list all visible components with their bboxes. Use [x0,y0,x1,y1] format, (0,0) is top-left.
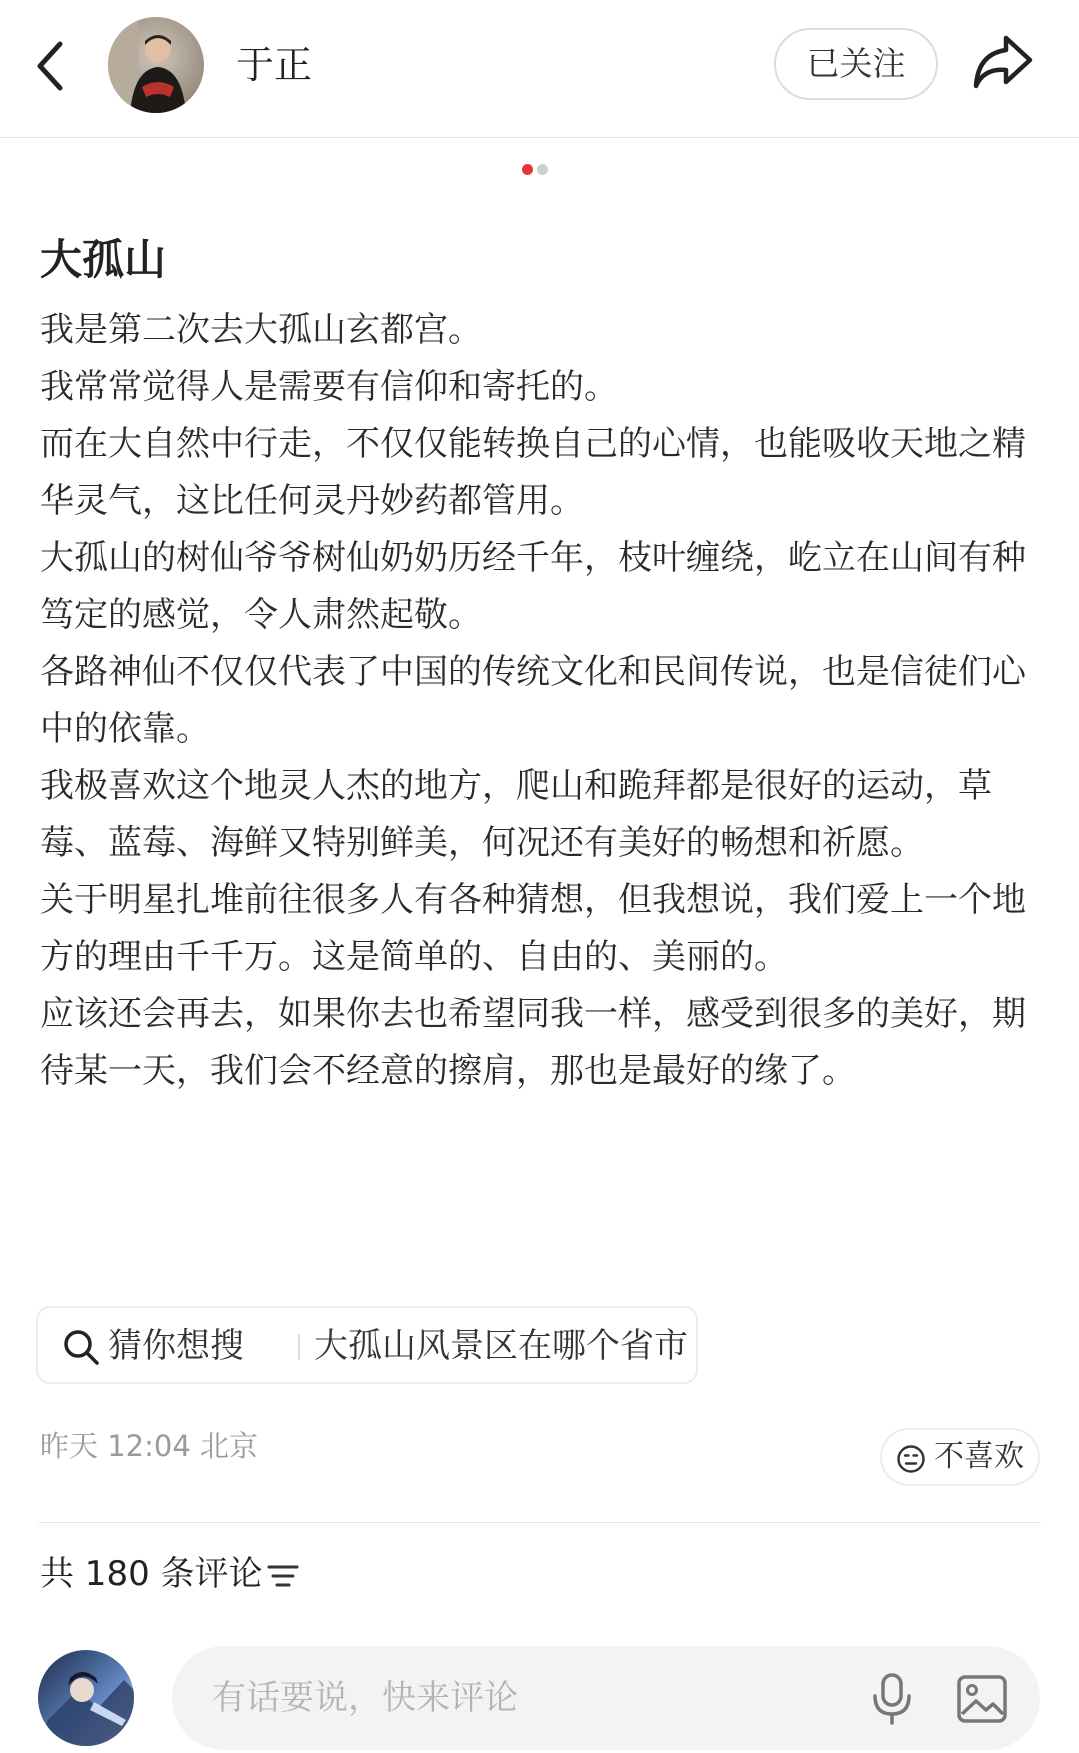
post-paragraph: 我常常觉得人是需要有信仰和寄托的。 [40,367,618,407]
separator [298,1334,300,1360]
post-paragraph: 各路神仙不仅仅代表了中国的传统文化和民间传说，也是信徒们心中的依靠。 [40,652,1026,749]
back-button[interactable] [30,36,80,96]
post-time-location: 昨天 12:04 北京 [40,1429,259,1463]
search-icon [62,1328,100,1366]
dislike-button[interactable] [880,1428,1040,1486]
top-bar [0,0,1079,138]
search-suggestion-chip[interactable] [36,1306,698,1384]
follow-button[interactable]: 已关注 [774,28,938,100]
post-paragraph: 我极喜欢这个地灵人杰的地方，爬山和跪拜都是很好的运动，草莓、蓝莓、海鲜又特别鲜美，何况还有美好的畅想和祈愿。 [40,766,992,863]
post-title: 大孤山 [40,235,167,284]
author-name[interactable]: 于正 [236,43,313,87]
search-suggestion-query: 大孤山风景区在哪个省市 [314,1326,688,1366]
image-upload-button[interactable] [956,1674,1008,1724]
voice-input-button[interactable] [870,1672,914,1726]
user-avatar[interactable] [38,1650,134,1746]
post-paragraph: 应该还会再去，如果你去也希望同我一样，感受到很多的美好，期待某一天，我们会不经意的擦肩，那也是最好的缘了。 [40,994,1026,1091]
divider [38,1522,1041,1523]
dislike-label: 不喜欢 [934,1439,1024,1474]
share-arrow-icon [970,30,1034,94]
pager-dot [537,164,548,175]
frown-face-icon [896,1444,926,1474]
pager-dot-active [522,164,533,175]
sort-lines-icon[interactable] [267,1563,299,1589]
post-paragraph: 我是第二次去大孤山玄都宫。 [40,310,482,350]
comments-count: 共 180 条评论 [40,1554,263,1594]
chevron-left-icon [30,36,80,96]
search-suggestion-label: 猜你想搜 [108,1326,244,1366]
author-avatar[interactable] [108,17,204,113]
post-paragraph: 而在大自然中行走，不仅仅能转换自己的心情，也能吸收天地之精华灵气，这比任何灵丹妙药都管用。 [40,424,1026,521]
post-paragraph: 大孤山的树仙爷爷树仙奶奶历经千年，枝叶缠绕，屹立在山间有种笃定的感觉，令人肃然起敬。 [40,538,1026,635]
image-pager-dots [522,160,552,172]
post-paragraph: 关于明星扎堆前往很多人有各种猜想，但我想说，我们爱上一个地方的理由千千万。这是简单的、自由的、美丽的。 [40,880,1026,977]
image-icon [956,1674,1008,1724]
post-body [40,302,1040,1100]
share-button[interactable] [970,30,1034,94]
microphone-icon [870,1672,914,1726]
